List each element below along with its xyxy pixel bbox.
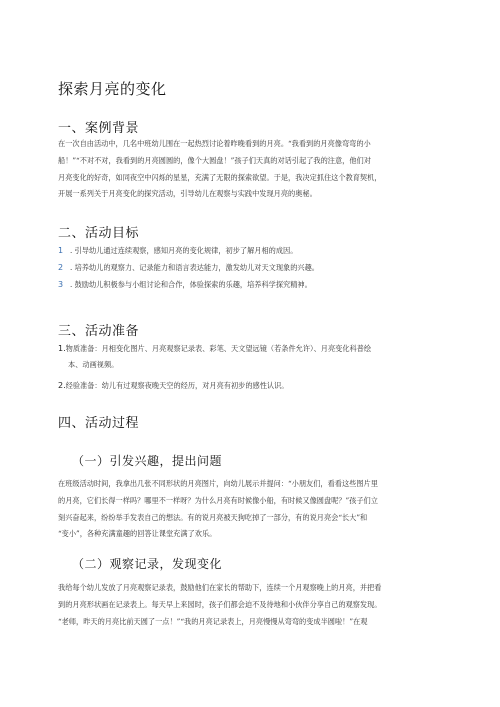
document-title: 探索月亮的变化 bbox=[58, 80, 167, 98]
list-number: 2. bbox=[58, 381, 66, 390]
section-heading-background: 一、案例背景 bbox=[58, 121, 140, 136]
list-text-continued: 本、动画视频。 bbox=[68, 359, 119, 369]
observation-paragraph bbox=[58, 580, 442, 630]
list-text: . 鼓励幼儿积极参与小组讨论和合作，体验探索的乐趣，培养科学探究精神。 bbox=[70, 279, 312, 289]
list-item bbox=[58, 243, 442, 260]
paragraph-line: 月亮变化的好奇，如同夜空中闪烁的星星，充满了无限的探索欲望。于是，我决定抓住这个教育契机， bbox=[58, 172, 382, 182]
interest-paragraph bbox=[58, 476, 442, 543]
paragraph-line: “老师，昨天的月亮比前天圆了一点！”“我的月亮记录表上，月亮慢慢从弯弯的变成半圆啦！”在观 bbox=[58, 616, 368, 626]
list-text: 物质准备：月相变化图片、月亮观察记录表、彩笔、天文望远镜（若条件允许）、月亮变化科普绘 bbox=[65, 344, 372, 353]
list-number: 2 bbox=[58, 262, 64, 272]
paragraph-line: 我给每个幼儿发放了月亮观察记录表，鼓励他们在家长的帮助下，连续一个月观察晚上的月亮，并把看 bbox=[58, 583, 382, 592]
subsection-heading-interest: （一）引发兴趣，提出问题 bbox=[72, 454, 223, 468]
paragraph-line: 在班级活动时间，我拿出几张不同形状的月亮图片，向幼儿展示并提问：“小朋友们，看看这些图片里 bbox=[58, 479, 378, 488]
list-number: 3 bbox=[58, 279, 64, 289]
paragraph-line: 在一次自由活动中，几名中班幼儿围在一起热烈讨论着昨晚看到的月亮。“我看到的月亮像弯弯的小 bbox=[58, 139, 371, 148]
background-paragraph bbox=[58, 136, 442, 203]
list-item bbox=[58, 378, 442, 394]
list-number: 1 bbox=[58, 246, 64, 255]
goals-list bbox=[58, 243, 442, 293]
section-heading-preparation: 三、活动准备 bbox=[58, 324, 140, 339]
paragraph-line: 到的月亮形状画在记录表上。每天早上来园时，孩子们都会迫不及待地和小伙伴分享自己的观察发现。 bbox=[58, 599, 382, 609]
list-number: 1. bbox=[58, 344, 66, 353]
list-text: 经验准备：幼儿有过观察夜晚天空的经历，对月亮有初步的感性认识。 bbox=[65, 381, 289, 390]
paragraph-line: 刻兴奋起来，纷纷举手发表自己的想法。有的说月亮被天狗吃掉了一部分，有的说月亮会“长大”和 bbox=[58, 512, 368, 522]
preparation-list bbox=[58, 341, 442, 394]
paragraph-line: 开展一系列关于月亮变化的探究活动，引导幼儿在观察与实践中发现月亮的奥秘。 bbox=[58, 189, 317, 199]
list-item bbox=[58, 277, 442, 294]
list-item bbox=[58, 341, 442, 372]
paragraph-line: 的月亮，它们长得一样吗？哪里不一样呀？为什么月亮有时候像小船，有时候又像圆盘呢？”孩子们立 bbox=[58, 495, 378, 505]
list-text: . 引导幼儿通过连续观察，感知月亮的变化规律，初步了解月相的成因。 bbox=[70, 246, 298, 255]
paragraph-line: “变小”，各种充满童趣的回答让课堂充满了欢乐。 bbox=[58, 529, 217, 539]
section-heading-process: 四、活动过程 bbox=[58, 416, 140, 431]
section-heading-goals: 二、活动目标 bbox=[58, 226, 140, 241]
list-text: . 培养幼儿的观察力、记录能力和语言表达能力，激发幼儿对天文现象的兴趣。 bbox=[70, 262, 319, 272]
subsection-heading-observation: （二）观察记录，发现变化 bbox=[72, 557, 223, 571]
paragraph-line: 船！”“不对不对，我看到的月亮圆圆的，像个大圆盘！”孩子们天真的对话引起了我的注意，他们对 bbox=[58, 155, 371, 165]
list-item bbox=[58, 260, 442, 277]
